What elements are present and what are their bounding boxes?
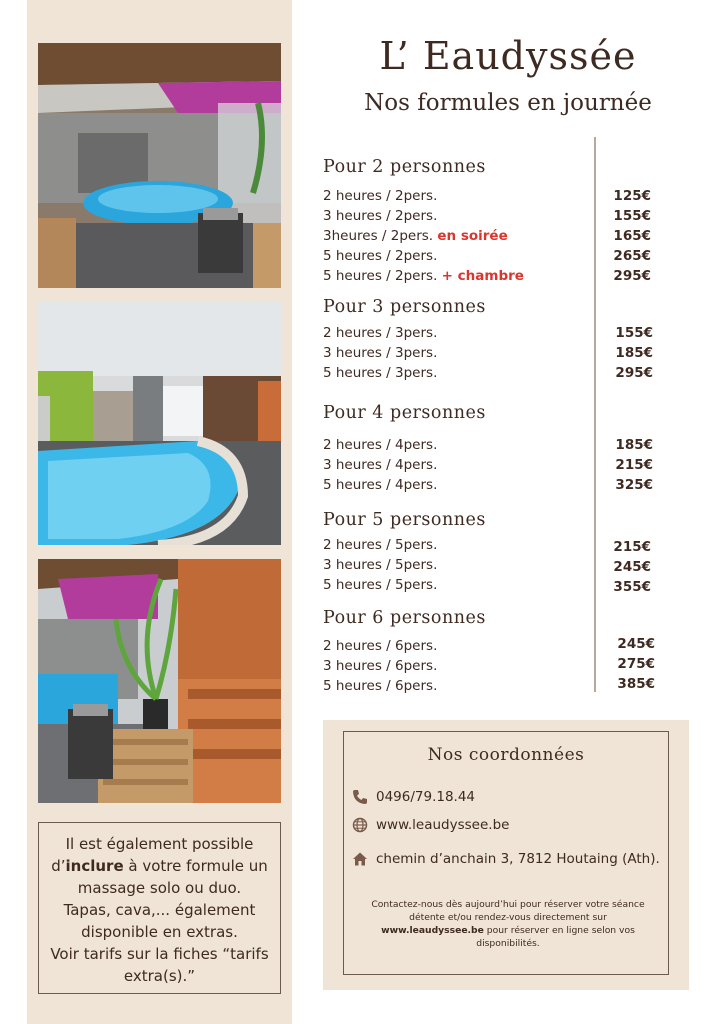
contact-phone[interactable] — [352, 789, 475, 805]
price-row-label: 5 heures / 6pers. — [323, 678, 438, 694]
price-value: 295€ — [613, 268, 651, 284]
phone-icon — [352, 789, 370, 805]
price-value: 185€ — [615, 345, 653, 361]
room-highlight: + chambre — [441, 268, 524, 284]
extras-note — [38, 822, 281, 994]
note-line: Tapas, cava,... également — [63, 901, 256, 919]
price-value: 165€ — [613, 228, 651, 244]
price-row-label: 2 heures / 5pers. — [323, 537, 438, 553]
price-value: 245€ — [617, 636, 655, 652]
note-line: disponible en extras. — [81, 923, 238, 941]
price-row-label: 2 heures / 4pers. — [323, 437, 438, 453]
price-value: 215€ — [613, 539, 651, 555]
evening-highlight: en soirée — [437, 228, 508, 244]
price-value: 355€ — [613, 579, 651, 595]
price-row-label: 3 heures / 3pers. — [323, 345, 438, 361]
note-line: massage solo ou duo. — [77, 879, 242, 897]
price-row-label: 5 heures / 5pers. — [323, 577, 438, 593]
price-value: 185€ — [615, 437, 653, 453]
price-value: 295€ — [615, 365, 653, 381]
price-value: 275€ — [617, 656, 655, 672]
contact-info-text: Contactez-nous dès aujourd’hui pour réserver votre séance détente et/ou rendez-vous directement sur www.leaudyssee.be pour réserver en ligne selon vos disponibilités. — [371, 899, 645, 949]
price-value: 155€ — [613, 208, 651, 224]
price-value: 125€ — [613, 188, 651, 204]
website-link: www.leaudyssee.be — [376, 817, 510, 833]
price-value: 325€ — [615, 477, 653, 493]
pool-photo-2 — [38, 301, 281, 545]
page-subtitle: Nos formules en journée — [364, 90, 652, 116]
contact-address — [352, 851, 660, 867]
price-value: 245€ — [613, 559, 651, 575]
price-row-label: 5 heures / 3pers. — [323, 365, 438, 381]
info-website-link[interactable]: www.leaudyssee.be — [381, 925, 484, 936]
note-line: Voir tarifs sur la fiches “tarifs — [50, 945, 269, 963]
price-value: 155€ — [615, 325, 653, 341]
price-row-label: 3 heures / 4pers. — [323, 457, 438, 473]
price-row-label: 2 heures / 3pers. — [323, 325, 438, 341]
group-title-6-persons: Pour 6 personnes — [323, 608, 486, 628]
pool-photo-1 — [38, 43, 281, 288]
page-title: L’ Eaudyssée — [379, 34, 637, 78]
contact-website[interactable] — [352, 817, 509, 833]
price-row-label: 3 heures / 2pers. — [323, 208, 438, 224]
phone-number: 0496/79.18.44 — [376, 789, 476, 805]
price-value: 385€ — [617, 676, 655, 692]
sauna-photo — [38, 559, 281, 803]
globe-icon — [352, 817, 370, 833]
price-row-label: 5 heures / 2pers. — [323, 248, 438, 264]
group-title-3-persons: Pour 3 personnes — [323, 297, 486, 317]
price-row-label: 5 heures / 4pers. — [323, 477, 438, 493]
group-title-5-persons: Pour 5 personnes — [323, 510, 486, 530]
group-title-2-persons: Pour 2 personnes — [323, 157, 486, 177]
price-row-label: 2 heures / 6pers. — [323, 638, 438, 654]
home-icon — [352, 851, 370, 867]
price-row-label: 3 heures / 6pers. — [323, 658, 438, 674]
address-text: chemin d’anchain 3, 7812 Houtaing (Ath). — [376, 851, 660, 867]
note-bold-word: inclure — [65, 857, 124, 875]
price-row-label: 3heures / 2pers. en soirée — [323, 228, 508, 244]
price-row-label: 2 heures / 2pers. — [323, 188, 438, 204]
price-value: 215€ — [615, 457, 653, 473]
price-value: 265€ — [613, 248, 651, 264]
note-line: extra(s).” — [123, 967, 196, 985]
price-row-label: 3 heures / 5pers. — [323, 557, 438, 573]
note-line: d’inclure à votre formule un — [51, 857, 268, 875]
group-title-4-persons: Pour 4 personnes — [323, 403, 486, 423]
price-row-label: 5 heures / 2pers. + chambre — [323, 268, 524, 284]
contact-title: Nos coordonnées — [427, 745, 585, 765]
note-line: Il est également possible — [65, 835, 254, 853]
